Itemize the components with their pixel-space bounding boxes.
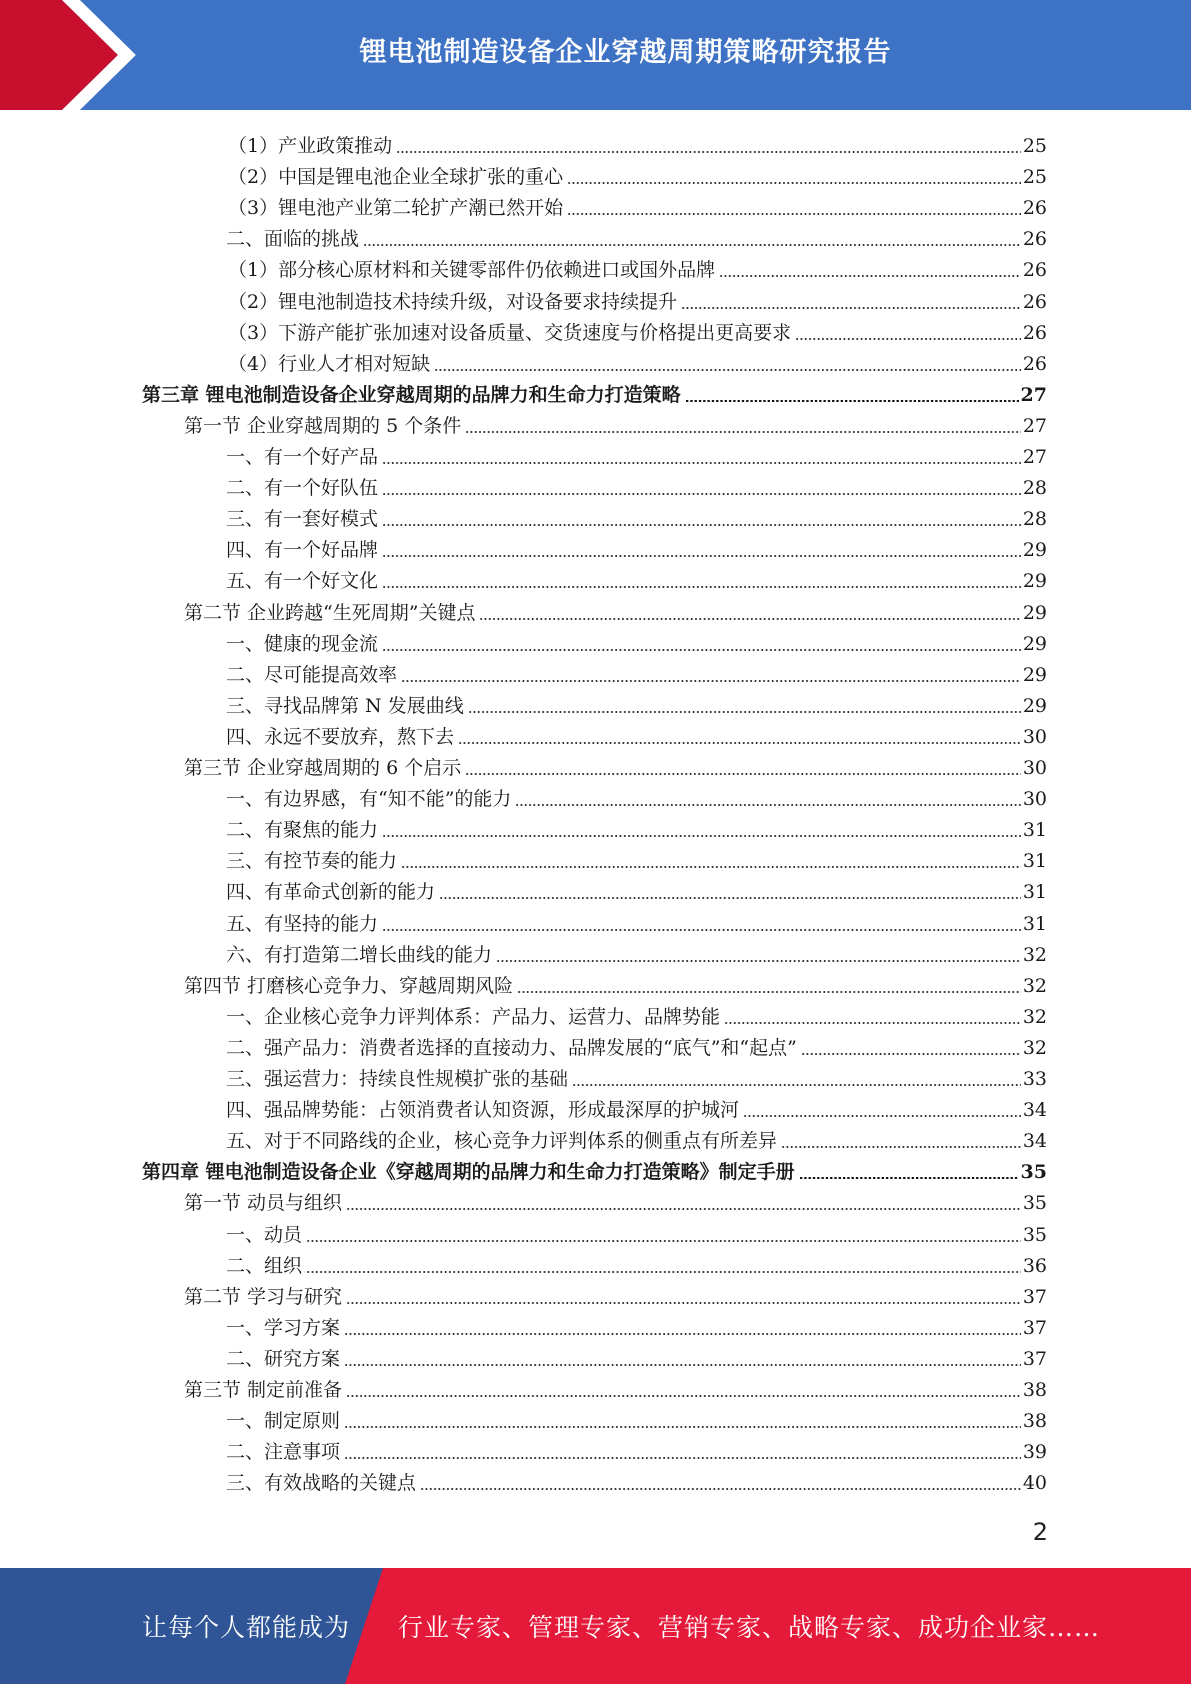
toc-entry-page: 33 [1022, 1068, 1047, 1090]
chevron-arrow-icon [0, 0, 160, 110]
dot-leader [382, 649, 1021, 651]
dot-leader [346, 1395, 1021, 1397]
dot-leader [439, 897, 1021, 899]
toc-item-entry[interactable] [226, 686, 1047, 717]
toc-entry-page: 34 [1022, 1130, 1047, 1153]
toc-item-entry[interactable] [226, 1308, 1047, 1339]
dot-leader [420, 1488, 1021, 1490]
toc-entry-title: 五、有一个好文化 [226, 570, 379, 593]
dot-leader [382, 929, 1021, 931]
toc-item-entry[interactable] [226, 1215, 1047, 1246]
toc-entry-page: 29 [1022, 632, 1047, 655]
dot-leader [382, 586, 1021, 588]
toc-item-entry[interactable] [228, 157, 1047, 188]
footer-slogan: 让每个人都能成为 [142, 1613, 351, 1642]
toc-entry-page: 29 [1022, 570, 1047, 593]
toc-entry-page: 26 [1022, 290, 1047, 313]
toc-entry-page: 37 [1022, 1316, 1047, 1339]
toc-item-entry[interactable] [226, 1463, 1047, 1494]
dot-leader [465, 773, 1021, 775]
toc-entry-title: 第三节 制定前准备 [184, 1379, 343, 1401]
dot-leader [344, 1364, 1021, 1366]
dot-leader [344, 1333, 1021, 1335]
dot-leader [743, 1115, 1021, 1117]
dot-leader [401, 680, 1021, 682]
dot-leader [306, 1240, 1021, 1242]
toc-entry-title: 第三节 企业穿越周期的 6 个启示 [184, 757, 462, 779]
footer-roles: 行业专家、管理专家、营销专家、战略专家、成功企业家…… [398, 1613, 1101, 1642]
toc-entry-title: 六、有打造第二增长曲线的能力 [226, 943, 493, 966]
toc-item-entry[interactable] [228, 188, 1047, 219]
toc-entry-page: 29 [1022, 663, 1047, 686]
toc-entry-title: 二、强产品力：消费者选择的直接动力、品牌发展的“底气”和“起点” [226, 1036, 797, 1059]
toc-item-entry[interactable] [226, 1121, 1047, 1152]
toc-entry-title: 二、组织 [226, 1254, 303, 1277]
toc-section-entry[interactable] [184, 748, 1047, 779]
toc-entry-page: 30 [1022, 725, 1047, 748]
dot-leader [346, 1302, 1021, 1304]
report-title: 锂电池制造设备企业穿越周期策略研究报告 [359, 36, 892, 68]
dot-leader [479, 618, 1020, 620]
toc-item-entry[interactable] [228, 250, 1047, 281]
toc-entry-page: 26 [1022, 197, 1047, 220]
dot-leader [458, 742, 1021, 744]
toc-entry-title: 二、有一个好队伍 [226, 477, 379, 500]
toc-item-entry[interactable] [226, 1028, 1047, 1059]
dot-leader [344, 1457, 1021, 1459]
toc-item-entry[interactable] [226, 530, 1047, 561]
toc-entry-page: 25 [1022, 166, 1047, 189]
toc-chapter-entry[interactable] [142, 375, 1047, 406]
toc-entry-title: （1）产业政策推动 [228, 135, 393, 157]
toc-entry-page: 31 [1022, 850, 1047, 873]
toc-entry-page: 27 [1022, 414, 1047, 437]
toc-entry-page: 30 [1022, 757, 1047, 779]
dot-leader [396, 151, 1021, 153]
toc-entry-title: 四、有革命式创新的能力 [226, 881, 436, 904]
dot-leader [346, 1208, 1021, 1210]
toc-entry-page: 25 [1022, 135, 1047, 157]
toc-entry-page: 29 [1022, 539, 1047, 562]
dot-leader [799, 1177, 1019, 1179]
dot-leader [382, 462, 1021, 464]
dot-leader [515, 804, 1020, 806]
toc-item-entry[interactable] [228, 344, 1047, 375]
dot-leader [572, 1084, 1021, 1086]
toc-section-entry[interactable] [184, 966, 1047, 997]
toc-entry-title: 第二节 学习与研究 [184, 1285, 343, 1308]
toc-entry-title: 一、有一个好产品 [226, 446, 379, 468]
toc-entry-page: 28 [1022, 477, 1047, 500]
toc-item-entry[interactable] [226, 561, 1047, 592]
toc-entry-title: 第一节 企业穿越周期的 5 个条件 [184, 414, 462, 437]
toc-item-entry[interactable] [226, 841, 1047, 872]
toc-entry-title: 二、尽可能提高效率 [226, 663, 398, 686]
dot-leader [468, 711, 1021, 713]
dot-leader [724, 1022, 1021, 1024]
dot-leader [795, 338, 1021, 340]
dot-leader [306, 1271, 1021, 1273]
toc-item-entry[interactable] [226, 468, 1047, 499]
toc-item-entry[interactable] [226, 717, 1047, 748]
toc-entry-page: 29 [1022, 694, 1047, 717]
toc-entry-title: 一、企业核心竞争力评判体系：产品力、运营力、品牌势能 [226, 1005, 721, 1028]
toc-item-entry[interactable] [226, 935, 1047, 966]
toc-entry-page: 29 [1022, 601, 1047, 624]
toc-item-entry[interactable] [226, 904, 1047, 935]
toc-entry-page: 26 [1022, 259, 1047, 282]
toc-entry-page: 35 [1022, 1223, 1047, 1246]
toc-entry-title: 三、强运营力：持续良性规模扩张的基础 [226, 1068, 569, 1090]
toc-item-entry[interactable] [226, 1432, 1047, 1463]
toc-entry-title: 二、有聚焦的能力 [226, 819, 379, 842]
toc-entry-page: 37 [1022, 1347, 1047, 1370]
dot-leader [781, 1146, 1021, 1148]
toc-entry-page: 27 [1020, 383, 1047, 406]
dot-leader [382, 524, 1021, 526]
toc-entry-title: 一、制定原则 [226, 1410, 341, 1433]
dot-leader [681, 307, 1021, 309]
toc-entry-title: （3）下游产能扩张加速对设备质量、交货速度与价格提出更高要求 [228, 321, 792, 344]
toc-entry-page: 38 [1022, 1410, 1047, 1433]
toc-entry-title: 一、有边界感，有“知不能”的能力 [226, 788, 512, 811]
toc-item-entry[interactable] [226, 1401, 1047, 1432]
toc-entry-page: 30 [1022, 788, 1047, 811]
toc-item-entry[interactable] [226, 655, 1047, 686]
toc-item-entry[interactable] [226, 219, 1047, 250]
dot-leader [401, 866, 1021, 868]
toc-item-entry[interactable] [226, 624, 1047, 655]
dot-leader [465, 431, 1021, 433]
toc-item-entry[interactable] [228, 126, 1047, 157]
toc-item-entry[interactable] [226, 1059, 1047, 1090]
toc-entry-page: 32 [1022, 943, 1047, 966]
toc-entry-title: （4）行业人才相对短缺 [228, 352, 431, 375]
dot-leader [496, 960, 1021, 962]
toc-section-entry[interactable] [184, 593, 1047, 624]
toc-entry-page: 26 [1022, 228, 1047, 251]
toc-entry-page: 35 [1020, 1161, 1047, 1184]
toc-entry-title: （2）锂电池制造技术持续升级，对设备要求持续提升 [228, 290, 678, 313]
toc-section-entry[interactable] [184, 1370, 1047, 1401]
toc-entry-title: 三、有控节奏的能力 [226, 850, 398, 873]
toc-entry-page: 32 [1022, 974, 1047, 997]
toc-entry-page: 38 [1022, 1379, 1047, 1401]
toc-item-entry[interactable] [226, 437, 1047, 468]
toc-entry-title: 二、面临的挑战 [226, 228, 360, 251]
toc-entry-title: 一、健康的现金流 [226, 632, 379, 655]
toc-entry-title: 三、有效战略的关键点 [226, 1472, 417, 1495]
toc-section-entry[interactable] [184, 1183, 1047, 1214]
dot-leader [434, 369, 1021, 371]
dot-leader [382, 835, 1021, 837]
toc-section-entry[interactable] [184, 406, 1047, 437]
dot-leader [363, 244, 1021, 246]
toc-entry-title: 第四章 锂电池制造设备企业《穿越周期的品牌力和生命力打造策略》制定手册 [142, 1161, 795, 1184]
toc-entry-page: 27 [1022, 446, 1047, 468]
toc-entry-title: 第一节 动员与组织 [184, 1192, 343, 1215]
toc-entry-title: 第二节 企业跨越“生死周期”关键点 [184, 601, 476, 624]
toc-entry-title: （3）锂电池产业第二轮扩产潮已然开始 [228, 197, 564, 220]
toc-item-entry[interactable] [226, 810, 1047, 841]
toc-entry-title: 第三章 锂电池制造设备企业穿越周期的品牌力和生命力打造策略 [142, 383, 681, 406]
toc-item-entry[interactable] [226, 1339, 1047, 1370]
toc-entry-page: 31 [1022, 912, 1047, 935]
toc-entry-page: 40 [1022, 1472, 1047, 1495]
toc-entry-page: 32 [1022, 1036, 1047, 1059]
toc-entry-page: 35 [1022, 1192, 1047, 1215]
toc-entry-title: 四、永远不要放弃，熬下去 [226, 725, 455, 748]
toc-item-entry[interactable] [226, 997, 1047, 1028]
dot-leader [517, 991, 1021, 993]
toc-item-entry[interactable] [226, 872, 1047, 903]
dot-leader [382, 555, 1021, 557]
page-number: 2 [1032, 1518, 1048, 1546]
toc-entry-page: 31 [1022, 881, 1047, 904]
toc-entry-page: 31 [1022, 819, 1047, 842]
toc-entry-page: 39 [1022, 1441, 1047, 1464]
toc-entry-page: 32 [1022, 1005, 1047, 1028]
toc-entry-page: 26 [1022, 321, 1047, 344]
toc-entry-page: 34 [1022, 1099, 1047, 1122]
toc-entry-title: （1）部分核心原材料和关键零部件仍依赖进口或国外品牌 [228, 259, 716, 282]
toc-entry-title: 三、寻找品牌第 N 发展曲线 [226, 694, 464, 717]
page-header [0, 0, 1191, 110]
dot-leader [801, 1053, 1021, 1055]
toc-entry-title: 五、对于不同路线的企业，核心竞争力评判体系的侧重点有所差异 [226, 1130, 778, 1153]
toc-entry-page: 36 [1022, 1254, 1047, 1277]
toc-entry-title: 一、动员 [226, 1223, 303, 1246]
dot-leader [567, 182, 1021, 184]
toc-entry-title: （2）中国是锂电池企业全球扩张的重心 [228, 166, 564, 189]
toc-entry-title: 三、有一套好模式 [226, 508, 379, 531]
toc-entry-title: 二、研究方案 [226, 1347, 341, 1370]
toc-item-entry[interactable] [226, 499, 1047, 530]
toc-chapter-entry[interactable] [142, 1152, 1047, 1183]
toc-item-entry[interactable] [226, 1090, 1047, 1121]
dot-leader [719, 275, 1021, 277]
dot-leader [685, 400, 1019, 402]
toc-item-entry[interactable] [228, 282, 1047, 313]
toc-entry-page: 28 [1022, 508, 1047, 531]
toc-section-entry[interactable] [184, 1277, 1047, 1308]
toc-item-entry[interactable] [226, 779, 1047, 810]
page-footer [0, 1568, 1191, 1684]
toc-item-entry[interactable] [228, 313, 1047, 344]
dot-leader [567, 213, 1021, 215]
toc-item-entry[interactable] [226, 1246, 1047, 1277]
dot-leader [344, 1426, 1021, 1428]
toc-entry-page: 37 [1022, 1285, 1047, 1308]
toc-entry-title: 二、注意事项 [226, 1441, 341, 1464]
toc-entry-title: 一、学习方案 [226, 1316, 341, 1339]
dot-leader [382, 493, 1021, 495]
toc-entry-title: 五、有坚持的能力 [226, 912, 379, 935]
toc-entry-title: 第四节 打磨核心竞争力、穿越周期风险 [184, 974, 514, 997]
toc-entry-title: 四、强品牌势能：占领消费者认知资源，形成最深厚的护城河 [226, 1099, 740, 1122]
toc-entry-title: 四、有一个好品牌 [226, 539, 379, 562]
toc-entry-page: 26 [1022, 352, 1047, 375]
